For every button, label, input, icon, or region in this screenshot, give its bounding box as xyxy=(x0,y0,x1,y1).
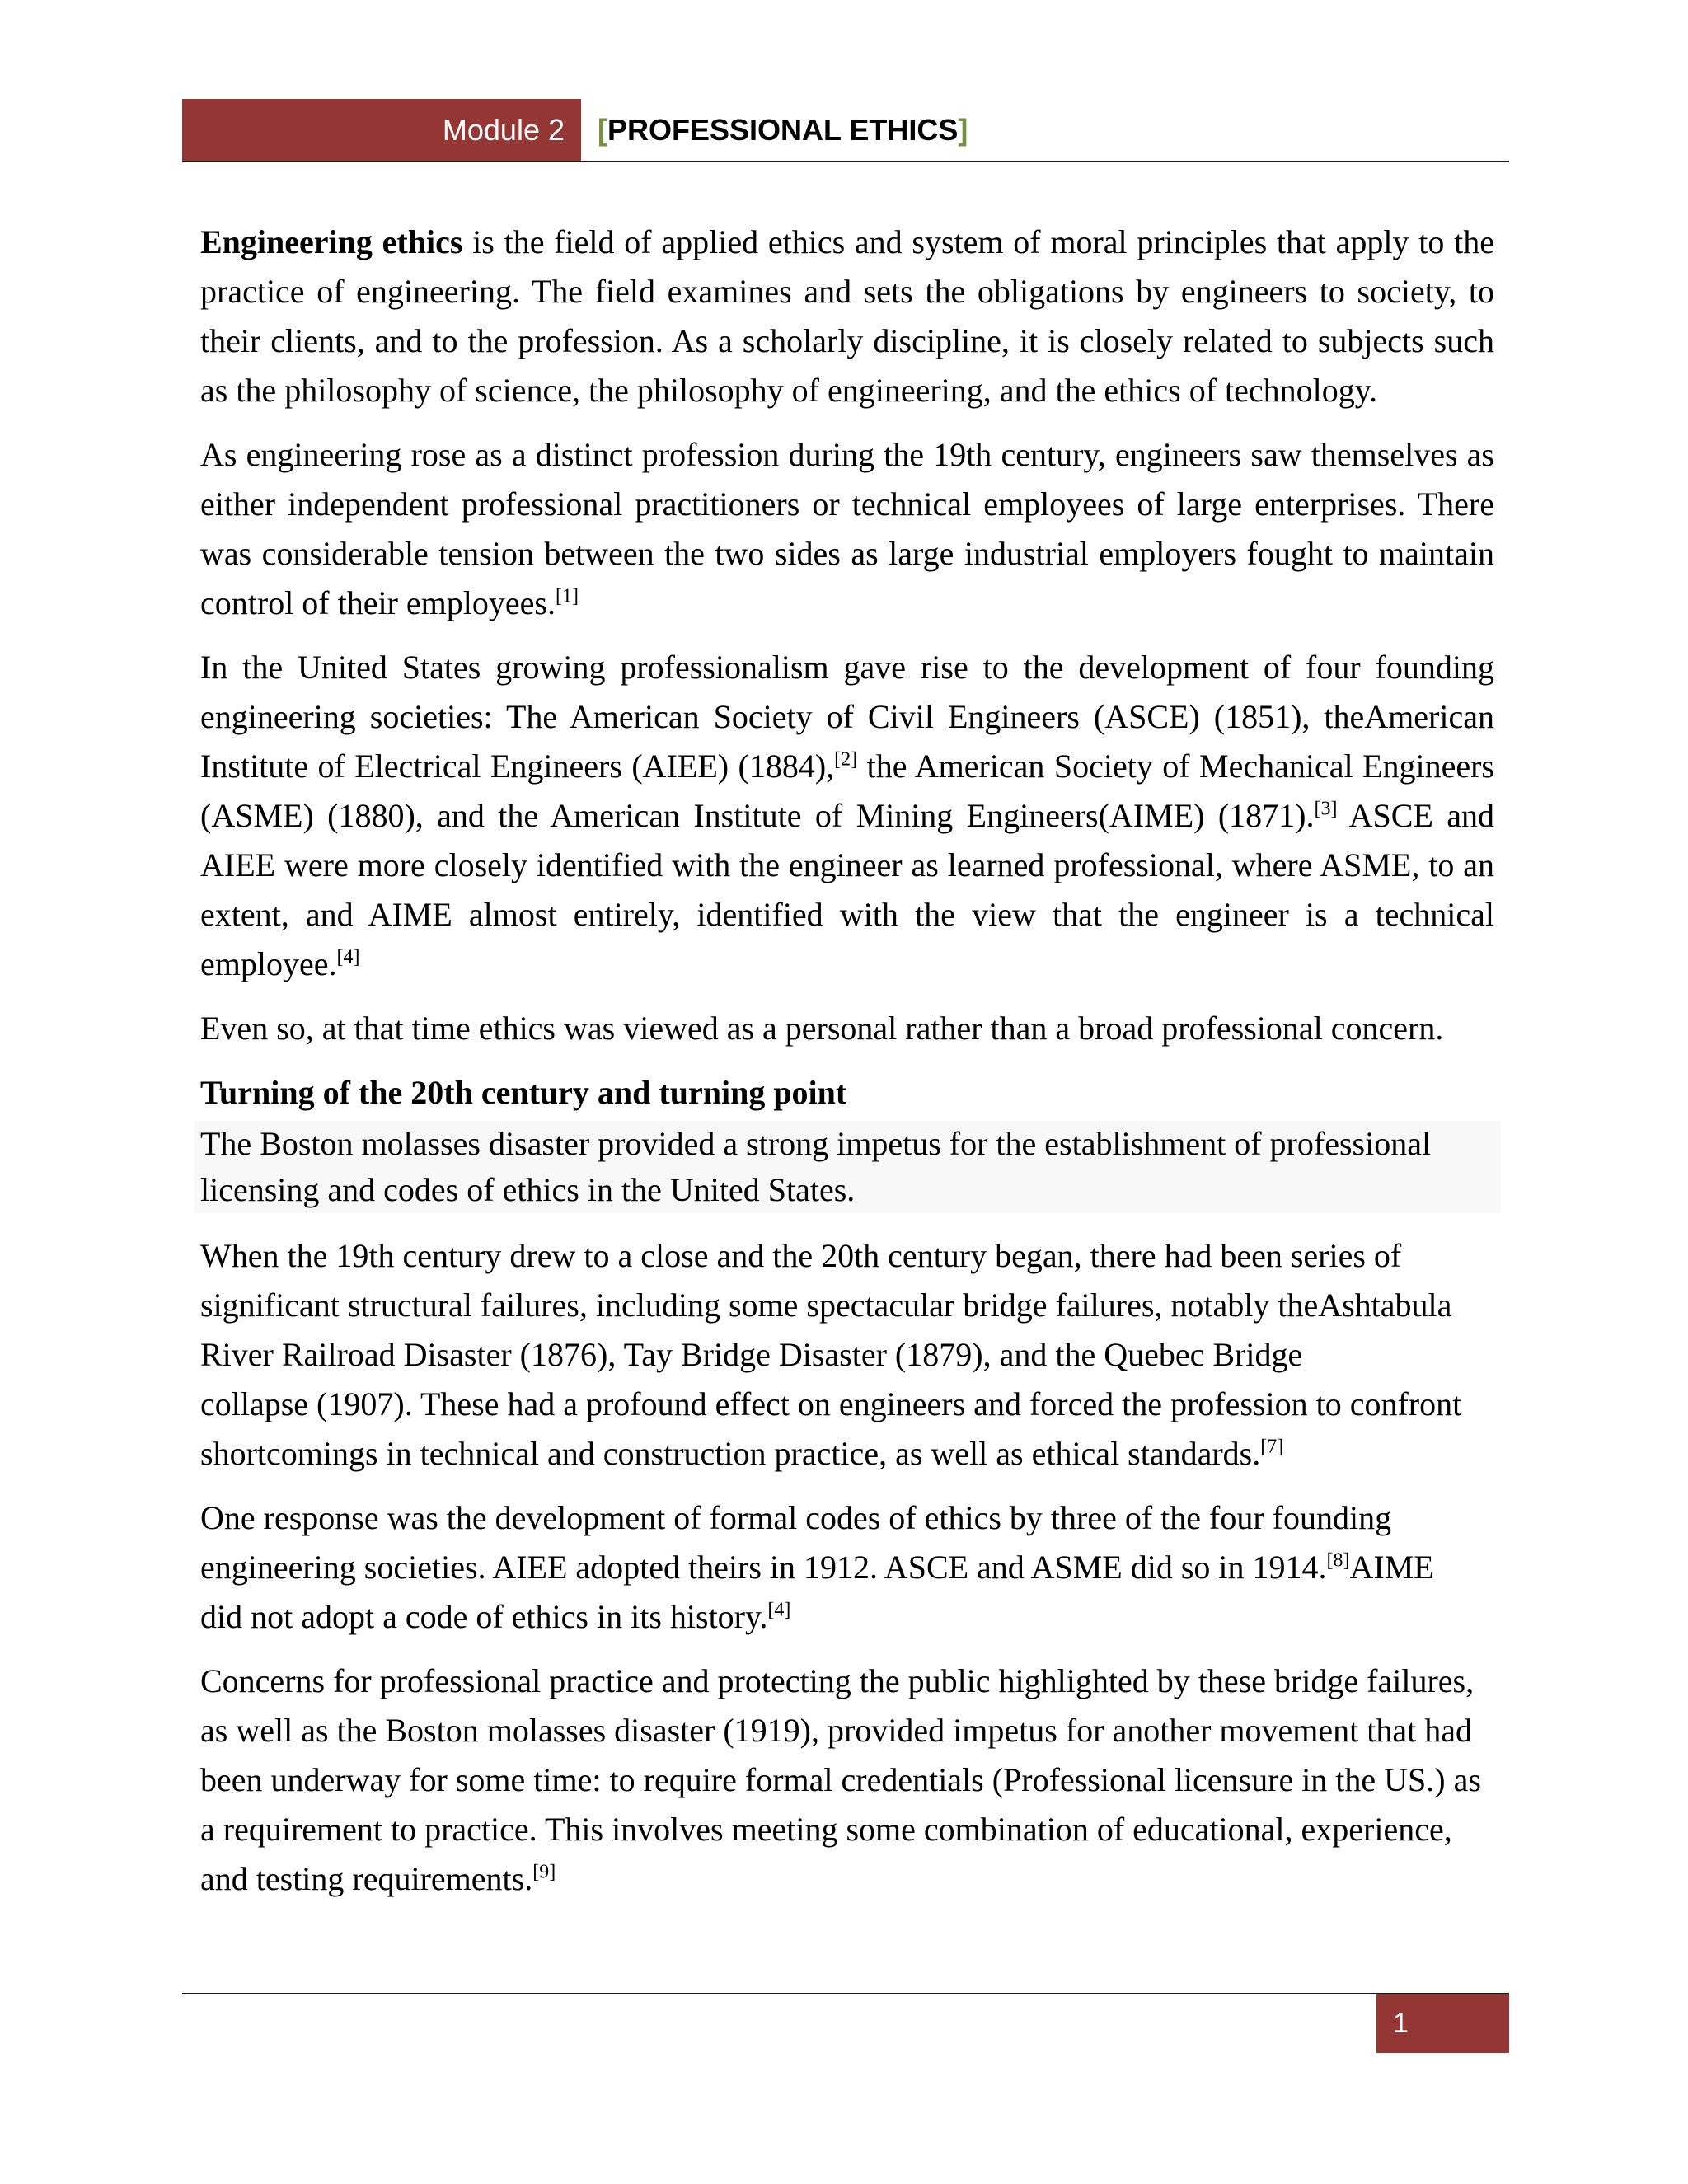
failures-line-1: When the 19th century drew to a close and the 20th century began, there had been series of xyxy=(200,1237,1402,1274)
paragraph-licensure xyxy=(200,1657,1494,1904)
header-title-text: PROFESSIONAL ETHICS xyxy=(607,113,959,147)
citation-7[interactable]: [7] xyxy=(1260,1436,1284,1458)
citation-2[interactable]: [2] xyxy=(834,748,858,771)
paragraph-societies xyxy=(200,643,1494,989)
page-number-box xyxy=(1376,1994,1509,2053)
codes-line-1: One response was the development of formal codes of ethics by three of the four founding xyxy=(200,1499,1392,1536)
failures-line-4: collapse (1907). These had a profound effect on engineers and forced the profession to confront xyxy=(200,1385,1462,1422)
societies-text-3: ASCE and AIEE were more closely identified with the engineer as learned professional, where ASME, to an extent, and AIME almost entirely, identified with the view that the engineer is a technical employee. xyxy=(200,797,1494,982)
citation-1[interactable]: [1] xyxy=(555,585,579,607)
societies-text-2: the American Society of Mechanical Engineers (ASME) (1880), and the American Institute of Mining Engineers(AIME) (1871). xyxy=(200,748,1494,834)
citation-3[interactable]: [3] xyxy=(1314,798,1338,820)
page-number: 1 xyxy=(1393,2008,1409,2039)
paragraph-codes xyxy=(200,1493,1494,1642)
licensure-line-5: and testing requirements. xyxy=(200,1860,533,1897)
codes-line-2: engineering societies. AIEE adopted theirs in 1912. ASCE and ASME did so in 1914. xyxy=(200,1549,1327,1586)
citation-8[interactable]: [8] xyxy=(1326,1549,1350,1572)
footer-rule xyxy=(182,1993,1509,1994)
licensure-line-3: been underway for some time: to require formal credentials (Professional licensure in the US.) as xyxy=(200,1761,1481,1798)
header-bracket-close: ] xyxy=(958,113,968,147)
history-text: As engineering rose as a distinct profession during the 19th century, engineers saw themselves as either independent professional practitioners or technical employees of large enterprises. There was considerable tension between the two sides as large industrial employers fought to maintain control of their employees. xyxy=(200,436,1494,621)
citation-9[interactable]: [9] xyxy=(532,1861,556,1883)
failures-line-2: significant structural failures, including some spectacular bridge failures, notably theAshtabula xyxy=(200,1286,1452,1324)
paragraph-intro xyxy=(200,218,1494,415)
header-title xyxy=(598,112,968,148)
codes-line-3: did not adopt a code of ethics in its history. xyxy=(200,1598,768,1635)
citation-4[interactable]: [4] xyxy=(336,946,360,968)
societies-text-1: In the United States growing professionalism gave rise to the development of four founding engineering societies: The American Society of Civil Engineers (ASCE) (1851), theAmerican Institute of Electrical Engineers (AIEE) (1884), xyxy=(200,649,1494,785)
intro-term: Engineering ethics xyxy=(200,223,463,260)
licensure-line-1: Concerns for professional practice and protecting the public highlighted by these bridge failures, xyxy=(200,1662,1475,1699)
paragraph-history xyxy=(200,430,1494,628)
failures-line-5: shortcomings in technical and construction practice, as well as ethical standards. xyxy=(200,1435,1261,1472)
module-label: Module 2 xyxy=(442,113,565,147)
document-body xyxy=(200,218,1494,1919)
header-module-box xyxy=(182,99,581,161)
image-caption-quote: The Boston molasses disaster provided a strong impetus for the establishment of professional licensing and codes of ethics in the United States. xyxy=(194,1121,1501,1213)
intro-text: is the field of applied ethics and system of moral principles that apply to the practice of engineering. The field examines and sets the obligations by engineers to society, to their clients, and to the profession. As a scholarly discipline, it is closely related to subjects such as the philosophy of science, the philosophy of engineering, and the ethics of technology. xyxy=(200,223,1494,409)
paragraph-failures xyxy=(200,1231,1494,1479)
licensure-line-2: as well as the Boston molasses disaster (1919), provided impetus for another movement that had xyxy=(200,1712,1473,1749)
section-heading: Turning of the 20th century and turning point xyxy=(200,1074,847,1111)
citation-4b[interactable]: [4] xyxy=(767,1599,791,1621)
paragraph-ethics-view: Even so, at that time ethics was viewed as a personal rather than a broad professional concern. xyxy=(200,1010,1444,1047)
failures-line-3: River Railroad Disaster (1876), Tay Bridge Disaster (1879), and the Quebec Bridge xyxy=(200,1336,1303,1373)
header-bracket-open: [ xyxy=(598,113,607,147)
licensure-line-4: a requirement to practice. This involves meeting some combination of educational, experience, xyxy=(200,1811,1452,1848)
page-header xyxy=(182,99,1509,162)
codes-line-2-end: AIME xyxy=(1349,1549,1434,1586)
